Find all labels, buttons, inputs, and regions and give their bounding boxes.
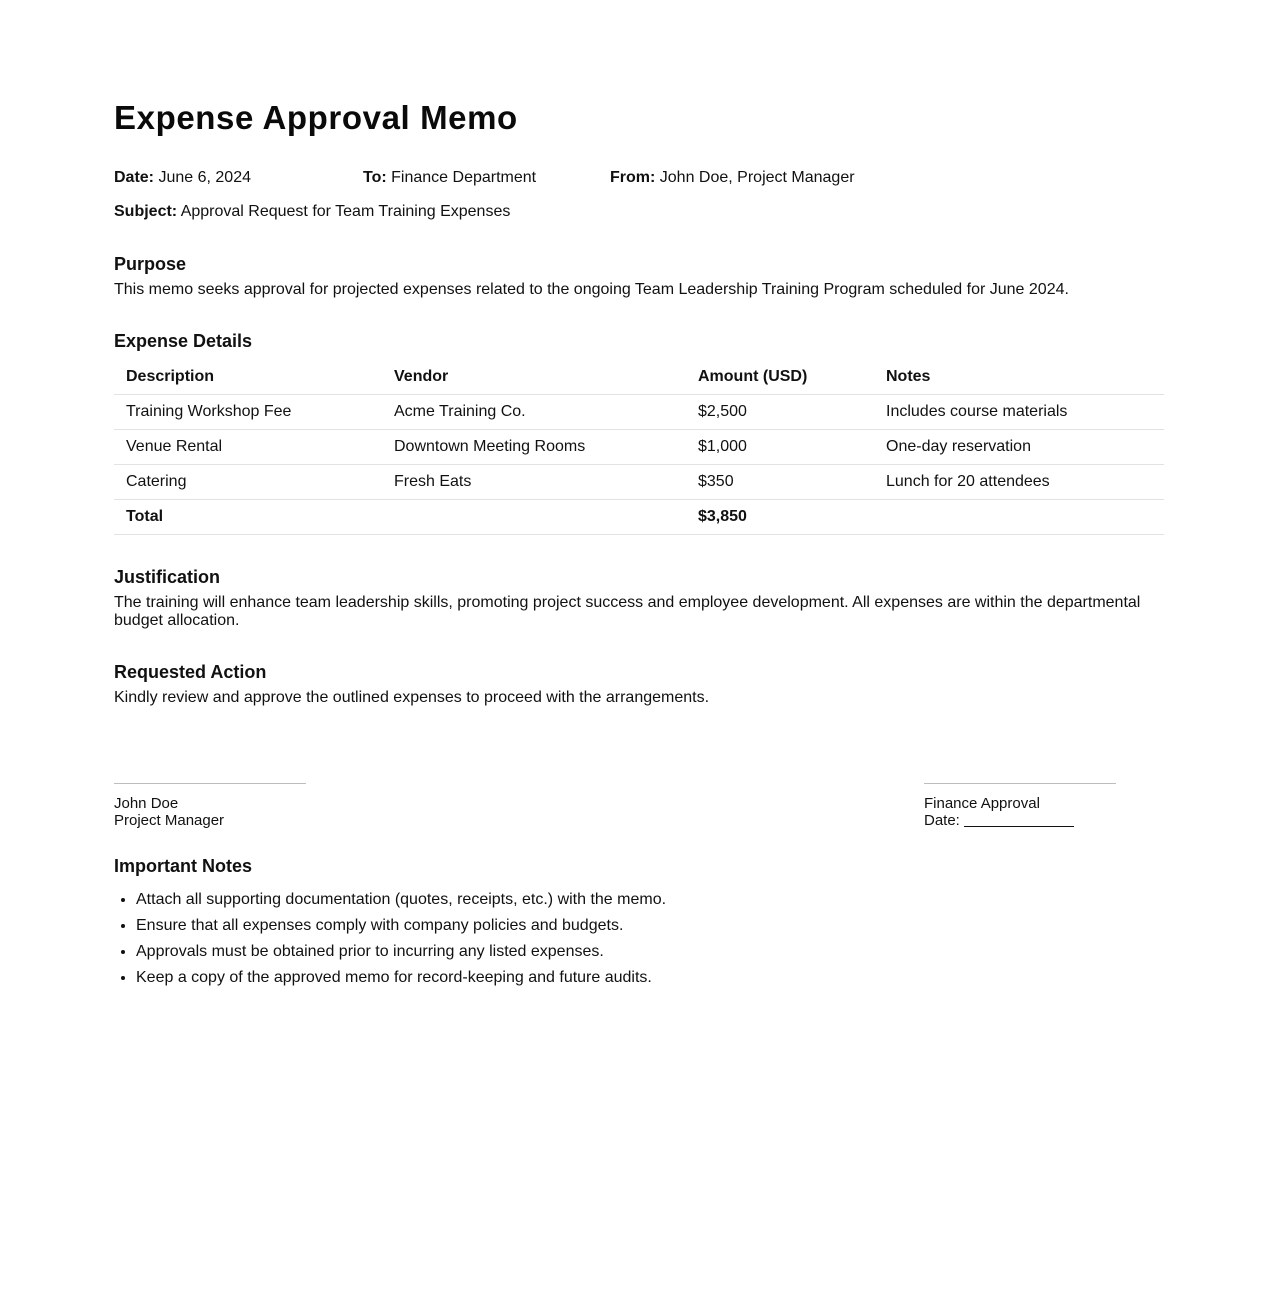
list-item: • Ensure that all expenses comply with company policies and budgets. — [136, 917, 1164, 935]
expense-details-section — [114, 330, 1164, 535]
approval-date-blank — [964, 812, 1074, 827]
date-value: June 6, 2024 — [158, 169, 251, 186]
column-header-notes: Notes — [874, 360, 1164, 395]
signer-role: Project Manager — [114, 812, 225, 829]
total-notes-empty — [874, 500, 1164, 535]
to-value: Finance Department — [391, 169, 537, 186]
cell-vendor: Fresh Eats — [382, 465, 686, 500]
expense-table — [114, 360, 1164, 535]
memo-to — [363, 168, 536, 188]
memo-from — [610, 168, 855, 188]
cell-amount: $1,000 — [686, 430, 874, 465]
to-label: To: — [363, 169, 387, 186]
purpose-heading: Purpose — [114, 254, 187, 274]
expense-table-header-row — [114, 360, 1164, 395]
subject-label: Subject: — [114, 203, 178, 220]
cell-description: Venue Rental — [114, 430, 382, 465]
column-header-vendor: Vendor — [382, 360, 686, 395]
table-row — [114, 430, 1164, 465]
signature-area — [114, 783, 1164, 831]
approval-date-label: Date: — [924, 812, 960, 829]
cell-notes: Includes course materials — [874, 395, 1164, 430]
total-amount: $3,850 — [686, 500, 874, 535]
total-label: Total — [114, 500, 382, 535]
justification-heading: Justification — [114, 567, 221, 587]
cell-vendor: Downtown Meeting Rooms — [382, 430, 686, 465]
column-header-description: Description — [114, 360, 382, 395]
cell-vendor: Acme Training Co. — [382, 395, 686, 430]
cell-description: Training Workshop Fee — [114, 395, 382, 430]
date-label: Date: — [114, 169, 155, 186]
memo-title: Expense Approval Memo — [114, 99, 518, 136]
subject-value: Approval Request for Team Training Expenses — [180, 203, 511, 220]
memo-date — [114, 168, 251, 188]
table-row — [114, 395, 1164, 430]
signature-block-requester — [114, 783, 306, 829]
table-row — [114, 465, 1164, 500]
signature-line — [114, 783, 306, 784]
from-value: John Doe, Project Manager — [659, 169, 855, 186]
memo-subject — [114, 202, 1164, 222]
from-label: From: — [610, 169, 656, 186]
important-notes-list — [114, 891, 1164, 987]
important-notes-heading: Important Notes — [114, 856, 253, 876]
expense-details-heading: Expense Details — [114, 331, 253, 351]
justification-section — [114, 566, 1164, 630]
approval-date-row — [924, 812, 1116, 829]
cell-notes: Lunch for 20 attendees — [874, 465, 1164, 500]
requested-action-section — [114, 661, 1164, 707]
cell-description: Catering — [114, 465, 382, 500]
requested-action-text: Kindly review and approve the outlined expenses to proceed with the arrangements. — [114, 689, 710, 706]
table-total-row — [114, 500, 1164, 535]
memo-content — [114, 98, 1164, 995]
purpose-text: This memo seeks approval for projected expenses related to the ongoing Team Leadership Training Program scheduled for June 2024. — [114, 281, 1069, 298]
list-item: • Attach all supporting documentation (quotes, receipts, etc.) with the memo. — [136, 891, 1164, 909]
important-notes-section — [114, 855, 1164, 987]
list-item: • Approvals must be obtained prior to incurring any listed expenses. — [136, 943, 1164, 961]
signature-line — [924, 783, 1116, 784]
cell-amount: $350 — [686, 465, 874, 500]
column-header-amount: Amount (USD) — [686, 360, 874, 395]
memo-meta-row — [114, 168, 1164, 188]
cell-amount: $2,500 — [686, 395, 874, 430]
purpose-section — [114, 253, 1164, 299]
total-vendor-empty — [382, 500, 686, 535]
finance-approval-label: Finance Approval — [924, 795, 1040, 812]
signature-block-finance — [924, 783, 1116, 829]
signer-name: John Doe — [114, 795, 179, 812]
list-item: • Keep a copy of the approved memo for record-keeping and future audits. — [136, 969, 1164, 987]
cell-notes: One-day reservation — [874, 430, 1164, 465]
requested-action-heading: Requested Action — [114, 662, 267, 682]
justification-text: The training will enhance team leadership skills, promoting project success and employee development. All expenses are within the departmental budget allocation. — [114, 594, 1141, 629]
